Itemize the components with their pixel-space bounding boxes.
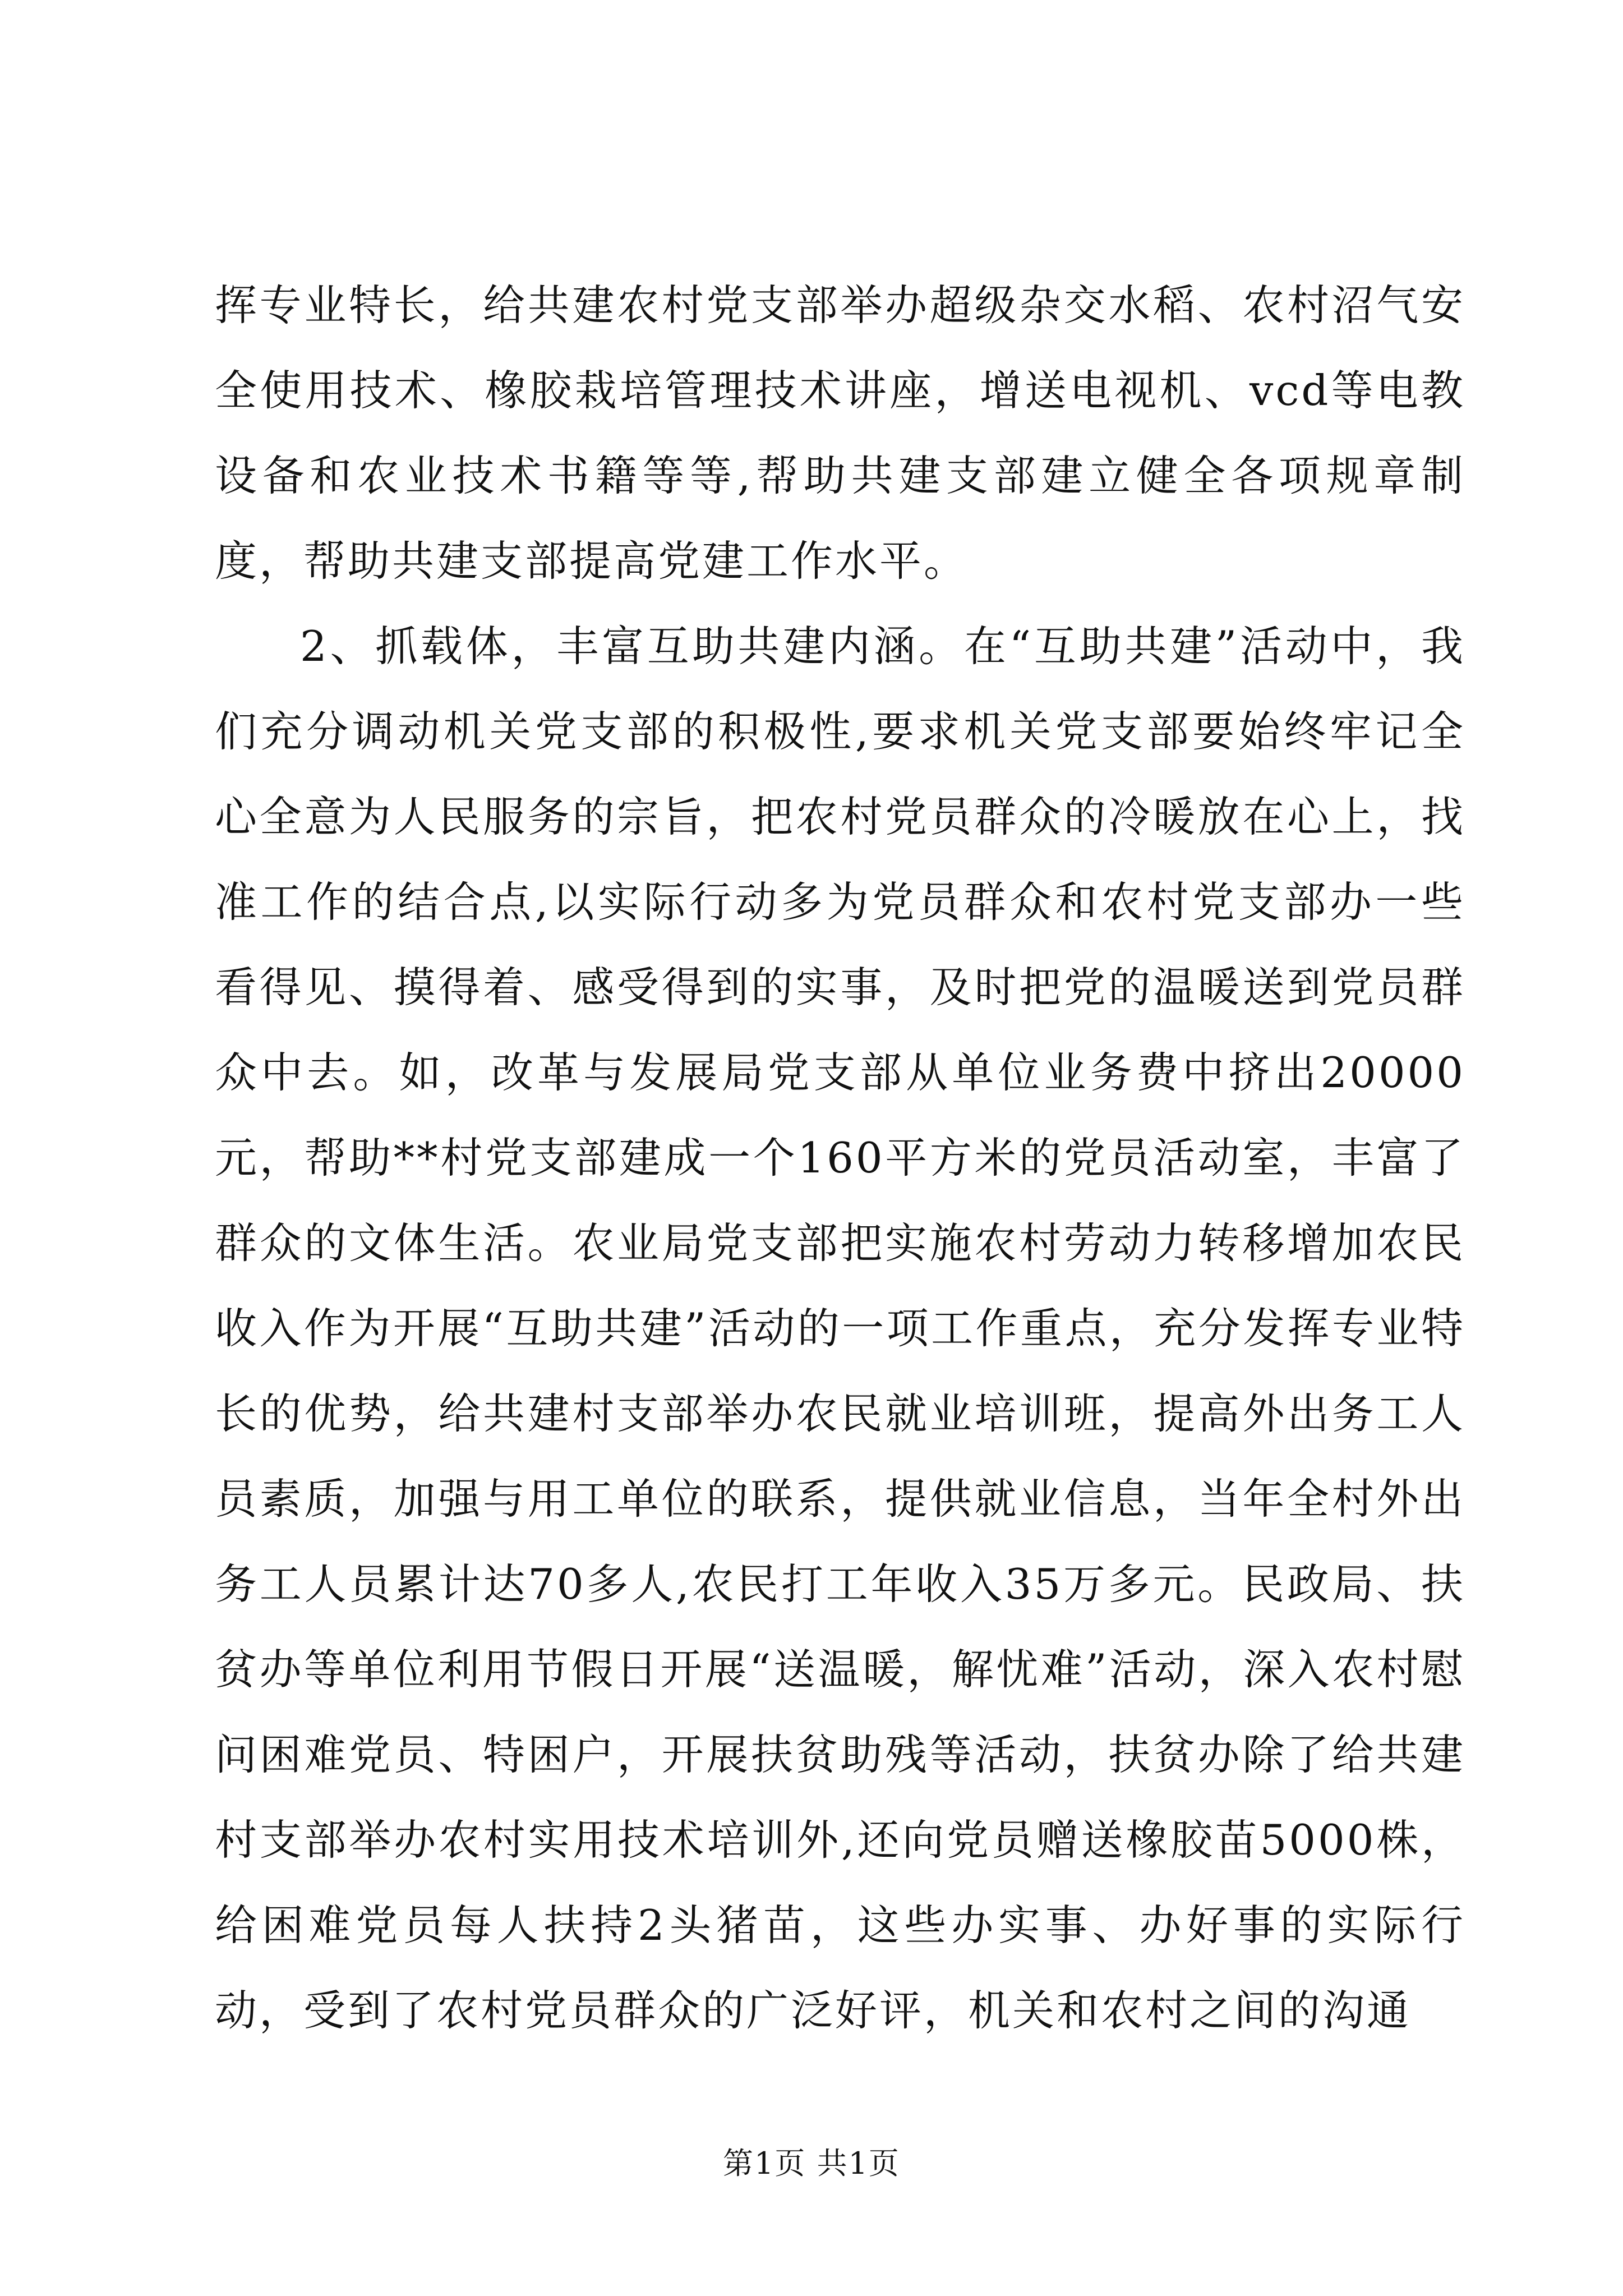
page-footer: 第1页 共1页 — [723, 2146, 900, 2181]
paragraph-section-2: 2、抓载体，丰富互助共建内涵。在“互助共建”活动中，我们充分调动机关党支部的积极性,要求机关党支部要始终牢记全心全意为人民服务的宗旨，把农村党员群众的冷暖放在心上，找准工作的结合点,以实际行动多为党员群众和农村党支部办一些看得见、摸得着、感受得到的实事，及时把党的温暖送到党员群众中去。如，改革与发展局党支部从单位业务费中挤出20000元，帮助**村党支部建成一个160平方米的党员活动室，丰富了群众的文体生活。农业局党支部把实施农村劳动力转移增加农民收入作为开展“互助共建”活动的一项工作重点，充分发挥专业特长的优势，给共建村支部举办农民就业培训班，提高外出务工人员素质，加强与用工单位的联系，提供就业信息，当年全村外出务工人员累计达70多人,农民打工年收入35万多元。民政局、扶贫办等单位利用节假日开展“送温暖，解忧难”活动，深入农村慰问困难党员、特困户，开展扶贫助残等活动，扶贫办除了给共建村支部举办农村实用技术培训外,还向党员赠送橡胶苗5000株，给困难党员每人扶持2头猪苗，这些办实事、办好事的实际行动，受到了农村党员群众的广泛好评，机关和农村之间的沟通 — [215, 622, 1465, 2035]
document-body — [215, 263, 1465, 2053]
paragraph-continuation: 挥专业特长，给共建农村党支部举办超级杂交水稻、农村沼气安全使用技术、橡胶栽培管理技术讲座，增送电视机、vcd等电教设备和农业技术书籍等等,帮助共建支部建立健全各项规章制度，帮助共建支部提高党建工作水平。 — [215, 280, 1465, 586]
